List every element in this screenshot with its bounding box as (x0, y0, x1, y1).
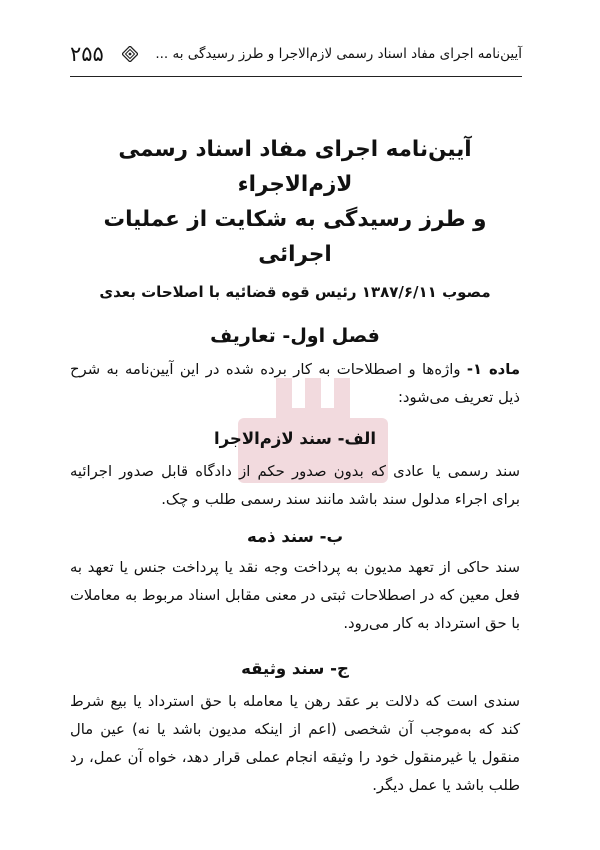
section-alef-heading: الف- سند لازم‌الاجرا (214, 429, 376, 448)
header-divider (70, 76, 522, 77)
page-number: ۲۵۵ (70, 42, 104, 66)
article-1 (70, 356, 520, 412)
section-jim-heading: ج- سند وثیقه (241, 659, 349, 678)
section-be-text: سند حاکی از تعهد مدیون به پرداخت وجه نقد یا پرداخت جنس یا تعهد به فعل معین که در اصطلاحات ثبتی در معنی مقابل اسناد مربوط به معاملات با حق استرداد به کار می‌رود. (70, 559, 520, 632)
running-title: آیین‌نامه اجرای مفاد اسناد رسمی لازم‌الاجرا و طرز رسیدگی به ... (155, 46, 522, 62)
section-alef-text: سند رسمی یا عادی که بدون صدور حکم از دادگاه قابل صدور اجرائیه برای اجراء مدلول سند باشد مانند سند رسمی طلب و چک. (70, 463, 520, 508)
page-content (70, 132, 520, 800)
diamond-ornament-icon (122, 46, 138, 62)
article-1-text: واژه‌ها و اصطلاحات به کار برده شده در این آیین‌نامه به شرح ذیل تعریف می‌شود: (70, 361, 520, 406)
chapter-heading: فصل اول- تعاریف (210, 325, 380, 347)
approval-note: مصوب ۱۳۸۷/۶/۱۱ رئیس قوه قضائیه با اصلاحات بعدی (99, 283, 491, 301)
article-1-label: ماده ۱- (466, 361, 520, 378)
section-be-heading: ب- سند ذمه (246, 527, 344, 546)
page-header (70, 34, 522, 74)
section-jim-text: سندی است که دلالت بر عقد رهن یا معامله با حق استرداد یا بیع شرط کند که به‌موجب آن شخصی (اعم از اینکه مدیون باشد یا نه) عین مال منقول یا غیرمنقول خود را وثیقه انجام عملی قرار دهد، خواه آن عمل، رد طلب باشد یا عمل دیگر. (70, 693, 520, 794)
document-title (70, 132, 520, 272)
title-line-1: آیین‌نامه اجرای مفاد اسناد رسمی لازم‌الاجراء (118, 137, 472, 197)
title-line-2: و طرز رسیدگی به شکایت از عملیات اجرائی (103, 207, 487, 267)
